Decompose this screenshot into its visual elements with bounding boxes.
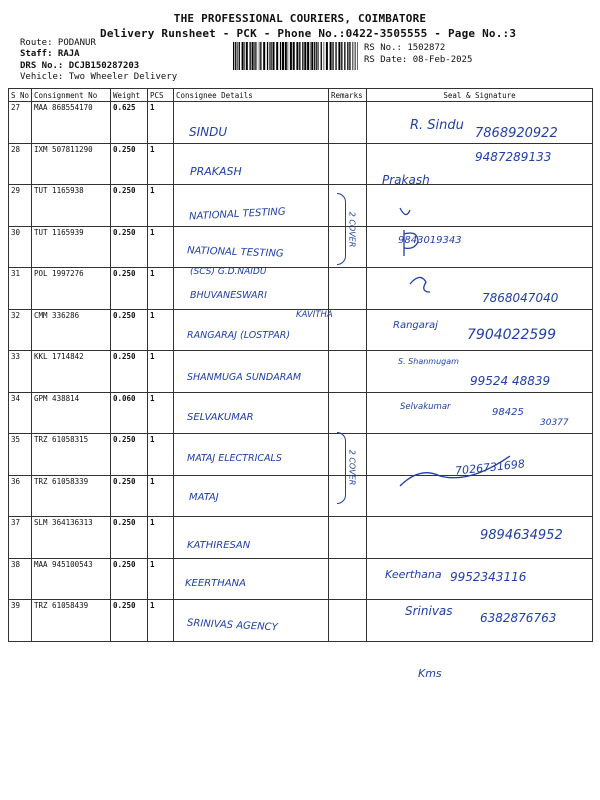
signature-scribbles — [380, 190, 590, 490]
remark-cover: 2 COVER — [347, 211, 357, 248]
handwritten-consignee: SELVAKUMAR — [187, 412, 254, 423]
cell-sno: 28 — [9, 143, 32, 185]
cell-pcs: 1 — [148, 558, 174, 600]
route-label: Route: PODANUR — [20, 38, 96, 48]
barcode-bar — [347, 42, 348, 70]
barcode-bar — [267, 42, 268, 70]
cell-consignment: TRZ 61058439 — [32, 600, 111, 642]
barcode-image — [232, 42, 360, 70]
cell-pcs: 1 — [148, 143, 174, 185]
cell-remarks — [329, 392, 367, 434]
handwritten-phone: 9894634952 — [480, 528, 563, 543]
remark-cover: 2 COVER — [347, 449, 357, 486]
col-header-sno: S No — [9, 89, 32, 102]
cell-sno: 30 — [9, 226, 32, 268]
barcode-bar — [299, 42, 300, 70]
cell-pcs: 1 — [148, 475, 174, 517]
barcode-bar — [260, 42, 261, 70]
cell-pcs: 1 — [148, 268, 174, 310]
barcode-bar — [290, 42, 292, 70]
cell-sno: 31 — [9, 268, 32, 310]
handwritten-consignee: SHANMUGA SUNDARAM — [187, 372, 302, 383]
signature: S. Shanmugam — [398, 357, 459, 366]
handwritten-consignee: PRAKASH — [190, 165, 242, 178]
cell-weight: 0.250 — [111, 268, 148, 310]
signature: Rangaraj — [393, 320, 438, 331]
barcode-bar — [311, 42, 313, 70]
cell-consignment: GPM 438814 — [32, 392, 111, 434]
cell-weight: 0.060 — [111, 392, 148, 434]
cell-weight: 0.250 — [111, 309, 148, 351]
vehicle-label: Vehicle: Two Wheeler Delivery — [20, 72, 178, 82]
handwritten-consignee: KAVITHA — [296, 310, 333, 320]
barcode-bar — [296, 42, 298, 70]
barcode-bar — [263, 42, 265, 70]
handwritten-phone: 9487289133 — [475, 150, 552, 164]
cell-weight: 0.250 — [111, 226, 148, 268]
cell-remarks — [329, 143, 367, 185]
handwritten-consignee: KATHIRESAN — [187, 540, 251, 551]
cell-pcs: 1 — [148, 226, 174, 268]
barcode-bar — [233, 42, 234, 70]
handwritten-consignee: SRINIVAS AGENCY — [186, 617, 278, 634]
cell-pcs: 1 — [148, 351, 174, 393]
cell-consignment: MAA 945100543 — [32, 558, 111, 600]
barcode-bar — [357, 42, 358, 70]
cell-weight: 0.250 — [111, 600, 148, 642]
barcode-bar — [310, 42, 311, 70]
handwritten-consignee: BHUVANESWARI — [190, 290, 267, 301]
signature: Selvakumar — [400, 402, 451, 412]
barcode-bar — [349, 42, 350, 70]
cell-consignment: CMM 336286 — [32, 309, 111, 351]
cell-pcs: 1 — [148, 392, 174, 434]
barcode-bar — [237, 42, 238, 70]
cell-pcs: 1 — [148, 102, 174, 144]
scribble-mark — [410, 277, 430, 292]
cell-sno: 27 — [9, 102, 32, 144]
col-header-remarks: Remarks — [329, 89, 367, 102]
handwritten-consignee: RANGARAJ (LOSTPAR) — [187, 330, 291, 341]
cell-remarks — [329, 558, 367, 600]
cell-weight: 0.250 — [111, 185, 148, 227]
handwritten-phone: 30377 — [540, 418, 569, 428]
handwritten-consignee: NATIONAL TESTING — [188, 206, 286, 223]
handwritten-consignee: MATAJ ELECTRICALS — [187, 453, 282, 464]
barcode-bar — [335, 42, 336, 70]
cell-remarks — [329, 268, 367, 310]
handwritten-phone: 99524 48839 — [470, 374, 551, 388]
col-header-weight: Weight — [111, 89, 148, 102]
cell-consignee — [174, 517, 329, 559]
col-header-pcs: PCS — [148, 89, 174, 102]
handwritten-consignee: (SCS) G.D.NAIDU — [190, 267, 267, 277]
barcode-bar — [330, 42, 332, 70]
handwritten-phone: 7868047040 — [482, 291, 559, 305]
barcode-bar — [257, 42, 258, 70]
barcode-bar — [293, 42, 295, 70]
cell-sno: 35 — [9, 434, 32, 476]
rs-number: RS No.: 1502872 — [364, 43, 446, 53]
barcode-bar — [282, 42, 284, 70]
barcode-bar — [244, 42, 245, 70]
staff-label: Staff: RAJA — [20, 49, 80, 59]
bracket-mark — [337, 193, 346, 265]
cell-pcs: 1 — [148, 185, 174, 227]
cell-consignment: KKL 1714842 — [32, 351, 111, 393]
cell-pcs: 1 — [148, 309, 174, 351]
handwritten-consignee: SINDU — [189, 125, 228, 139]
cell-weight: 0.250 — [111, 475, 148, 517]
signature: R. Sindu — [410, 118, 464, 133]
cell-remarks — [329, 600, 367, 642]
cell-remarks — [329, 309, 367, 351]
signature: Kms — [418, 667, 442, 680]
barcode-bar — [352, 42, 353, 70]
barcode-bar — [307, 42, 309, 70]
scribble-mark — [400, 208, 410, 215]
cell-sno: 36 — [9, 475, 32, 517]
barcode-bar — [288, 42, 289, 70]
handwritten-phone: 7868920922 — [475, 126, 558, 141]
handwritten-consignee: MATAJ — [189, 492, 219, 503]
company-title: THE PROFESSIONAL COURIERS, COIMBATORE — [173, 12, 427, 25]
cell-sno: 34 — [9, 392, 32, 434]
cell-consignment: TUT 1165938 — [32, 185, 111, 227]
barcode-bar — [239, 42, 240, 70]
cell-consignee — [174, 143, 329, 185]
barcode-bar — [354, 42, 355, 70]
barcode-bar — [273, 42, 275, 70]
cell-pcs: 1 — [148, 600, 174, 642]
cell-weight: 0.250 — [111, 434, 148, 476]
handwritten-consignee: NATIONAL TESTING — [186, 245, 284, 260]
col-header-consignee: Consignee Details — [174, 89, 329, 102]
cell-sno: 39 — [9, 600, 32, 642]
cell-sno: 32 — [9, 309, 32, 351]
handwritten-consignee: KEERTHANA — [185, 578, 246, 589]
cell-remarks — [329, 102, 367, 144]
cell-consignment: SLM 364136313 — [32, 517, 111, 559]
signature: Prakash — [382, 173, 430, 187]
cell-pcs: 1 — [148, 434, 174, 476]
cell-remarks — [329, 351, 367, 393]
barcode-bar — [302, 42, 303, 70]
col-header-consignment: Consignment No — [32, 89, 111, 102]
barcode-bar — [338, 42, 340, 70]
cell-sno: 37 — [9, 517, 32, 559]
barcode-bar — [314, 42, 315, 70]
barcode-bar — [316, 42, 317, 70]
barcode-bar — [321, 42, 322, 70]
barcode-bar — [326, 42, 328, 70]
rs-date: RS Date: 08-Feb-2025 — [364, 55, 473, 65]
cell-weight: 0.250 — [111, 558, 148, 600]
barcode-bar — [250, 42, 251, 70]
barcode-bar — [246, 42, 248, 70]
barcode-bar — [254, 42, 255, 70]
bracket-mark — [337, 432, 346, 504]
barcode-bar — [269, 42, 270, 70]
barcode-bar — [344, 42, 345, 70]
scribble-mark — [404, 230, 418, 256]
cell-consignment: TRZ 61058315 — [32, 434, 111, 476]
table-header-row — [9, 89, 593, 102]
handwritten-phone: 98425 — [492, 407, 524, 418]
cell-sno: 33 — [9, 351, 32, 393]
barcode-bar — [242, 42, 244, 70]
runsheet-subtitle: Delivery Runsheet - PCK - Phone No.:0422-3505555 - Page No.:3 — [100, 27, 517, 40]
cell-weight: 0.250 — [111, 351, 148, 393]
cell-weight: 0.250 — [111, 517, 148, 559]
handwritten-phone: 7026731698 — [454, 457, 526, 478]
barcode-bar — [332, 42, 333, 70]
barcode-bar — [252, 42, 254, 70]
barcode-bar — [259, 42, 260, 70]
barcode-bar — [341, 42, 342, 70]
barcode-bar — [304, 42, 306, 70]
cell-consignment: TRZ 61058339 — [32, 475, 111, 517]
handwritten-phone: 6382876763 — [480, 611, 557, 625]
cell-pcs: 1 — [148, 517, 174, 559]
handwritten-phone: 7904022599 — [467, 327, 557, 343]
drs-number: DRS No.: DCJB150287203 — [20, 61, 140, 71]
cell-weight: 0.625 — [111, 102, 148, 144]
cell-consignment: POL 1997276 — [32, 268, 111, 310]
signature: Keerthana — [385, 568, 442, 581]
barcode-bar — [324, 42, 325, 70]
cell-sno: 38 — [9, 558, 32, 600]
barcode-bar — [285, 42, 287, 70]
signature: Srinivas — [405, 604, 453, 618]
barcode-bar — [280, 42, 281, 70]
cell-consignment: IXM 507811290 — [32, 143, 111, 185]
barcode-bar — [235, 42, 236, 70]
cell-consignment: MAA 868554170 — [32, 102, 111, 144]
col-header-signature: Seal & Signature — [367, 89, 593, 102]
cell-weight: 0.250 — [111, 143, 148, 185]
barcode-bar — [318, 42, 319, 70]
handwritten-phone: 9952343116 — [450, 570, 527, 584]
cell-consignment: TUT 1165939 — [32, 226, 111, 268]
scribble-mark — [400, 456, 510, 486]
cell-remarks — [329, 517, 367, 559]
barcode-bar — [270, 42, 271, 70]
cell-sno: 29 — [9, 185, 32, 227]
handwritten-phone: 9843019343 — [398, 235, 462, 246]
barcode-bar — [276, 42, 278, 70]
barcode-bar — [355, 42, 356, 70]
